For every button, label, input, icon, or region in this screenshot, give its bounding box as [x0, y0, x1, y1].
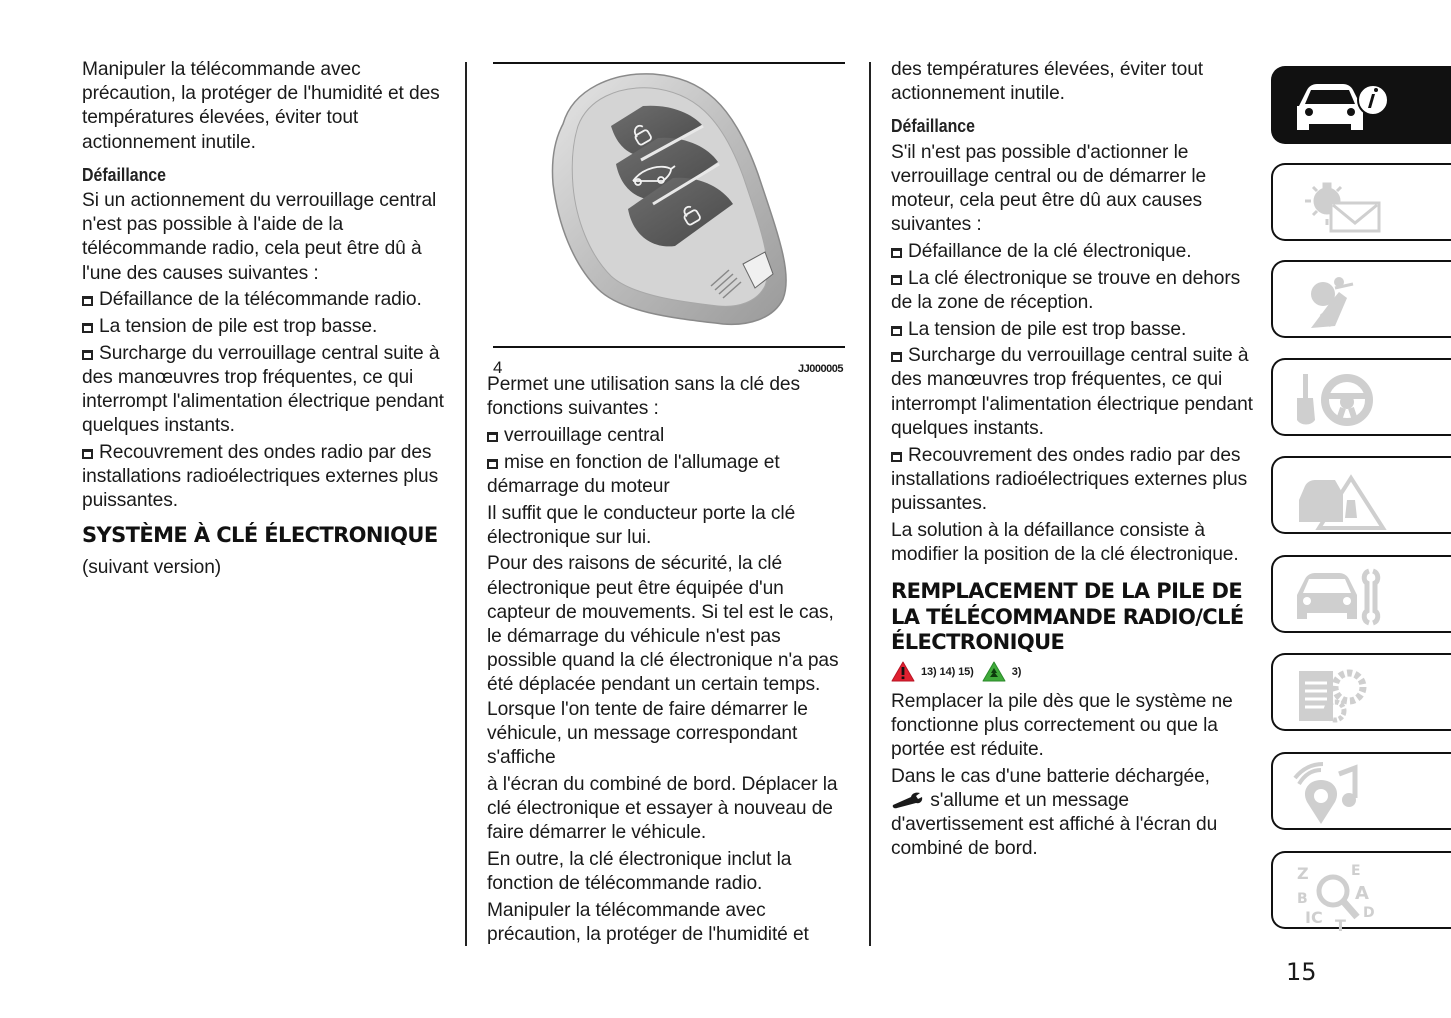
figure-code: JJ000005: [798, 363, 843, 375]
subheading-defaillance: Défaillance: [891, 115, 976, 137]
tab-safety[interactable]: [1271, 260, 1451, 338]
bullet-box-icon: [82, 449, 93, 459]
bullet-box-icon: [82, 323, 93, 333]
reference-icons-row: [891, 660, 1261, 684]
svg-text:Z: Z: [1297, 864, 1309, 883]
subheading-defaillance: Défaillance: [82, 163, 167, 185]
bullet-item: verrouillage central: [487, 424, 847, 448]
environment-references: 3): [1011, 665, 1022, 678]
tab-index[interactable]: [1271, 851, 1451, 935]
paragraph: Il suffit que le conducteur porte la clé électronique sur lui.: [487, 502, 796, 548]
paragraph: Pour des raisons de sécurité, la clé électronique peut être équipée d'un capteur de mouvements. Si tel est le cas, le démarrage du véhicule n'est pas possible quand la clé électronique n'a pas été déplacée pendant un certain temps. Lorsque l'on tente de faire démarrer le véhicule, un message correspondant s'affiche: [487, 553, 839, 769]
column-divider: [869, 62, 871, 946]
bullet-item: mise en fonction de l'allumage et démarrage du moteur: [487, 451, 780, 497]
column-1: [82, 58, 454, 583]
section-note: (suivant version): [82, 557, 222, 579]
bullet-box-icon: [487, 432, 498, 442]
airbag-seatbelt-icon: [1291, 270, 1401, 334]
light-envelope-icon: [1291, 173, 1401, 237]
bullet-item: Recouvrement des ondes radio par des installations radioélectriques externes plus puissantes.: [82, 442, 439, 512]
tab-lights-messages[interactable]: [1271, 163, 1451, 241]
column-divider: [465, 62, 467, 946]
bullet-box-icon: [487, 459, 498, 469]
tab-emergency[interactable]: [1271, 456, 1451, 534]
section-heading: REMPLACEMENT DE LA PILE DE LA TÉLÉCOMMANDE RADIO/CLÉ ÉLECTRONIQUE: [891, 579, 1244, 655]
bullet-item: Surcharge du verrouillage central suite à des manœuvres trop fréquentes, ce qui interrompt l'alimentation électrique pendant quelques instants.: [82, 342, 444, 437]
bullet-item: Surcharge du verrouillage central suite à des manœuvres trop fréquentes, ce qui interrompt l'alimentation électrique pendant quelques instants.: [891, 345, 1253, 439]
bullet-box-icon: [891, 452, 902, 462]
bullet-item: Recouvrement des ondes radio par des installations radioélectriques externes plus puissantes.: [891, 444, 1248, 514]
bullet-box-icon: [891, 248, 902, 258]
bullet-item: Défaillance de la télécommande radio.: [82, 288, 454, 312]
bullet-box-icon: [891, 275, 902, 285]
paragraph: Manipuler la télécommande avec précaution, la protéger de l'humidité et: [487, 899, 809, 945]
solution-text: La solution à la défaillance consiste à modifier la position de la clé électronique.: [891, 519, 1239, 565]
tab-maintenance[interactable]: [1271, 555, 1451, 633]
failure-intro: Si un actionnement du verrouillage central n'est pas possible à l'aide de la télécommande radio, cela peut être dû à l'une des causes suivantes :: [82, 190, 437, 284]
svg-text:B: B: [1297, 891, 1308, 907]
car-info-icon: [1291, 76, 1401, 140]
paragraph-continuation: des températures élevées, éviter tout actionnement inutile.: [891, 59, 1203, 105]
bullet-box-icon: [891, 352, 902, 362]
failure-intro: S'il n'est pas possible d'actionner le verrouillage central ou de démarrer le moteur, cela peut être dû aux causes suivantes :: [891, 141, 1207, 236]
bullet-item: La tension de pile est trop basse.: [82, 315, 454, 339]
paragraph: En outre, la clé électronique inclut la fonction de télécommande radio.: [487, 848, 792, 895]
location-music-icon: [1291, 762, 1401, 826]
key-fob-illustration: [493, 64, 845, 348]
key-steering-wheel-icon: [1291, 368, 1401, 432]
car-warning-triangle-icon: [1291, 466, 1401, 530]
svg-text:IC: IC: [1305, 908, 1323, 927]
column-3: [891, 58, 1261, 864]
paragraph: Manipuler la télécommande avec précaution, la protéger de l'humidité et des températures élevées, éviter tout actionnement inutile.: [82, 59, 440, 153]
page-number: 15: [1286, 958, 1317, 986]
paragraph: à l'écran du combiné de bord. Déplacer la clé électronique et essayer à nouveau de faire démarrer le véhicule.: [487, 773, 838, 844]
tab-multimedia[interactable]: [1271, 752, 1451, 830]
tab-vehicle-info[interactable]: [1271, 66, 1451, 144]
bullet-box-icon: [82, 296, 93, 306]
column-2: [487, 373, 847, 950]
svg-text:D: D: [1363, 905, 1375, 921]
section-heading: SYSTÈME À CLÉ ÉLECTRONIQUE: [82, 522, 438, 547]
alphabet-search-icon: [1291, 861, 1401, 935]
tab-technical-data[interactable]: [1271, 653, 1451, 731]
paragraph: Dans le cas d'une batterie déchargée, s'allume et un message d'avertissement est affiché à l'écran du combiné de bord.: [891, 765, 1218, 860]
document-gears-icon: [1291, 663, 1401, 727]
bullet-box-icon: [82, 350, 93, 360]
car-wrench-icon: [1291, 565, 1401, 629]
paragraph: Remplacer la pile dès que le système ne fonctionne plus correctement ou que la portée est réduite.: [891, 690, 1233, 761]
svg-text:A: A: [1355, 883, 1369, 904]
bullet-item: La clé électronique se trouve en dehors de la zone de réception.: [891, 267, 1241, 313]
bullet-item: Défaillance de la clé électronique.: [891, 240, 1261, 264]
figure-number: 4: [493, 358, 503, 377]
figure-rule-bottom: [493, 346, 845, 348]
figure-key-fob: [493, 60, 845, 380]
tab-starting-driving[interactable]: [1271, 358, 1451, 436]
svg-text:E: E: [1351, 863, 1361, 879]
bullet-box-icon: [891, 326, 902, 336]
wrench-warning-icon: [891, 792, 925, 808]
svg-text:T: T: [1335, 916, 1346, 935]
environment-triangle-icon: [982, 661, 1006, 682]
warning-references: 13) 14) 15): [921, 665, 974, 678]
warning-triangle-icon: [891, 661, 915, 682]
bullet-item: La tension de pile est trop basse.: [891, 318, 1261, 342]
keyless-intro: Permet une utilisation sans la clé des fonctions suivantes :: [487, 374, 800, 420]
